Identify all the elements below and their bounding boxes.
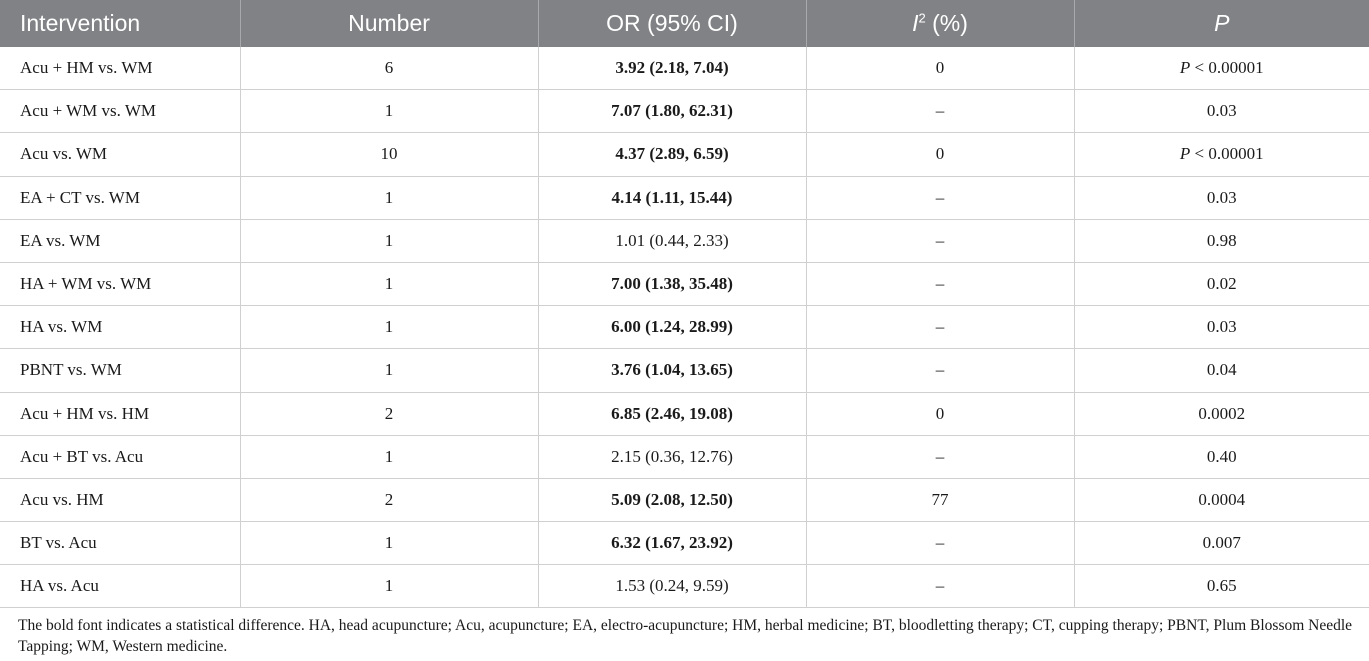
cell-intervention: PBNT vs. WM	[0, 349, 240, 392]
cell-intervention: BT vs. Acu	[0, 522, 240, 565]
cell-intervention: HA vs. Acu	[0, 565, 240, 608]
cell-intervention: Acu + WM vs. WM	[0, 90, 240, 133]
cell-i2: 77	[806, 478, 1074, 521]
cell-i2: 0	[806, 47, 1074, 90]
table-row	[0, 262, 1369, 305]
header-intervention: Intervention	[0, 0, 240, 47]
table-row	[0, 522, 1369, 565]
table-row	[0, 478, 1369, 521]
table-row	[0, 176, 1369, 219]
cell-or: 7.00 (1.38, 35.48)	[538, 262, 806, 305]
table-row	[0, 349, 1369, 392]
cell-p-value: < 0.00001	[1190, 144, 1264, 164]
cell-intervention: Acu + BT vs. Acu	[0, 435, 240, 478]
table-row	[0, 565, 1369, 608]
table-header	[0, 0, 1369, 47]
cell-number: 1	[240, 522, 538, 565]
cell-p	[1074, 219, 1369, 262]
cell-p	[1074, 133, 1369, 176]
cell-p-symbol: P	[1179, 58, 1191, 78]
cell-intervention: EA vs. WM	[0, 219, 240, 262]
cell-p-value: 0.65	[1206, 576, 1237, 596]
cell-number: 1	[240, 219, 538, 262]
cell-or: 6.32 (1.67, 23.92)	[538, 522, 806, 565]
cell-p-value: 0.03	[1206, 187, 1237, 207]
cell-number: 6	[240, 47, 538, 90]
cell-p	[1074, 47, 1369, 90]
cell-p	[1074, 522, 1369, 565]
cell-i2: –	[806, 90, 1074, 133]
cell-p-value: 0.40	[1206, 446, 1237, 466]
cell-p	[1074, 478, 1369, 521]
cell-p-symbol: P	[1179, 144, 1191, 164]
cell-i2: 0	[806, 392, 1074, 435]
table-row	[0, 435, 1369, 478]
cell-number: 1	[240, 349, 538, 392]
header-i2	[806, 0, 1074, 47]
header-row	[0, 0, 1369, 47]
cell-i2: –	[806, 349, 1074, 392]
cell-i2: –	[806, 262, 1074, 305]
cell-p-value: 0.02	[1206, 274, 1237, 294]
cell-p-value: 0.98	[1206, 230, 1237, 250]
header-p: P	[1074, 0, 1369, 47]
cell-i2: –	[806, 219, 1074, 262]
table-row	[0, 47, 1369, 90]
cell-number: 2	[240, 392, 538, 435]
cell-i2: –	[806, 565, 1074, 608]
cell-number: 1	[240, 565, 538, 608]
header-or: OR (95% CI)	[538, 0, 806, 47]
table-row	[0, 306, 1369, 349]
cell-p	[1074, 349, 1369, 392]
cell-or: 7.07 (1.80, 62.31)	[538, 90, 806, 133]
table-row	[0, 219, 1369, 262]
cell-intervention: EA + CT vs. WM	[0, 176, 240, 219]
cell-number: 2	[240, 478, 538, 521]
cell-p-value: < 0.00001	[1190, 58, 1264, 78]
cell-or: 1.01 (0.44, 2.33)	[538, 219, 806, 262]
cell-p	[1074, 435, 1369, 478]
cell-p	[1074, 306, 1369, 349]
cell-intervention: Acu vs. WM	[0, 133, 240, 176]
cell-p	[1074, 90, 1369, 133]
cell-intervention: Acu + HM vs. HM	[0, 392, 240, 435]
cell-p	[1074, 262, 1369, 305]
cell-number: 1	[240, 90, 538, 133]
cell-number: 10	[240, 133, 538, 176]
cell-p-value: 0.03	[1206, 101, 1237, 121]
cell-p-value: 0.0002	[1198, 403, 1246, 423]
table-footnote: The bold font indicates a statistical difference. HA, head acupuncture; Acu, acupuncture; EA, electro-acupuncture; HM, herbal medicine; BT, bloodletting therapy; CT, cupping therapy; PBNT, Plum Blossom Needle Tapping; WM, Western medicine.	[18, 617, 1353, 656]
cell-i2: 0	[806, 133, 1074, 176]
cell-number: 1	[240, 176, 538, 219]
header-i2-suffix: (%)	[925, 10, 968, 36]
cell-p	[1074, 565, 1369, 608]
header-i2-letter: I	[912, 10, 919, 36]
cell-i2: –	[806, 435, 1074, 478]
cell-intervention: Acu vs. HM	[0, 478, 240, 521]
cell-intervention: HA + WM vs. WM	[0, 262, 240, 305]
header-number: Number	[240, 0, 538, 47]
cell-p-value: 0.0004	[1198, 489, 1246, 509]
cell-i2: –	[806, 522, 1074, 565]
cell-p	[1074, 176, 1369, 219]
cell-number: 1	[240, 435, 538, 478]
cell-or: 3.76 (1.04, 13.65)	[538, 349, 806, 392]
cell-intervention: HA vs. WM	[0, 306, 240, 349]
cell-p-value: 0.04	[1206, 360, 1237, 380]
cell-or: 6.85 (2.46, 19.08)	[538, 392, 806, 435]
cell-or: 4.37 (2.89, 6.59)	[538, 133, 806, 176]
cell-intervention: Acu + HM vs. WM	[0, 47, 240, 90]
cell-i2: –	[806, 176, 1074, 219]
table-row	[0, 392, 1369, 435]
cell-or: 3.92 (2.18, 7.04)	[538, 47, 806, 90]
cell-or: 4.14 (1.11, 15.44)	[538, 176, 806, 219]
cell-number: 1	[240, 262, 538, 305]
table-row	[0, 133, 1369, 176]
table-row	[0, 90, 1369, 133]
cell-or: 5.09 (2.08, 12.50)	[538, 478, 806, 521]
cell-or: 6.00 (1.24, 28.99)	[538, 306, 806, 349]
cell-p-value: 0.007	[1202, 533, 1241, 553]
header-i2-sup: 2	[918, 10, 926, 26]
cell-or: 2.15 (0.36, 12.76)	[538, 435, 806, 478]
cell-i2: –	[806, 306, 1074, 349]
table-body	[0, 47, 1369, 608]
cell-p	[1074, 392, 1369, 435]
cell-p-value: 0.03	[1206, 317, 1237, 337]
cell-or: 1.53 (0.24, 9.59)	[538, 565, 806, 608]
cell-number: 1	[240, 306, 538, 349]
